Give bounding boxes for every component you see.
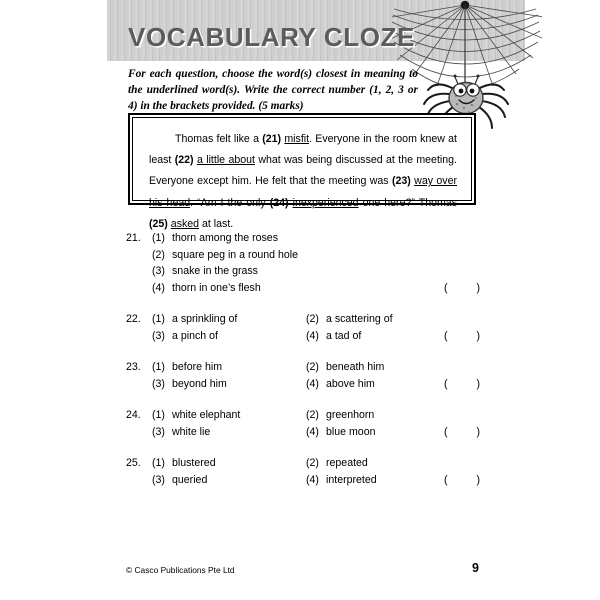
option-text[interactable]: white elephant — [172, 409, 241, 421]
option-marker[interactable]: (4) — [306, 377, 319, 390]
question-option-row — [126, 409, 486, 426]
passage-plain-text: . “Am I the only — [190, 196, 270, 209]
option-text[interactable]: beyond him — [172, 377, 227, 390]
answer-bracket: ( ) — [444, 329, 493, 342]
question-option-row — [126, 425, 493, 443]
question-number: 23. — [126, 361, 141, 373]
passage-underlined-phrase: a little about — [196, 154, 255, 167]
option-marker[interactable]: (4) — [306, 329, 319, 342]
passage-underlined-phrase: asked — [170, 217, 200, 230]
question-option-row — [126, 457, 486, 474]
footer-copyright: © Casco Publications Pte Ltd — [126, 565, 235, 575]
question-option-row — [126, 232, 486, 249]
option-marker[interactable]: (2) — [152, 248, 165, 261]
option-marker[interactable]: (2) — [306, 313, 319, 325]
passage-underlined-phrase: misfit — [284, 133, 310, 145]
option-marker[interactable]: (4) — [306, 425, 319, 438]
option-marker[interactable]: (1) — [152, 232, 165, 244]
passage-box-inner-border — [132, 117, 472, 230]
option-text[interactable]: above him — [326, 377, 375, 390]
question-block — [126, 409, 493, 442]
option-marker[interactable]: (4) — [306, 473, 319, 486]
question-option-row — [126, 361, 486, 378]
passage-underlined-phrase: way over his head — [149, 175, 457, 209]
passage-plain-text: what was being discussed at the meeting. Everyone except him. He felt that the meeting was — [149, 154, 457, 188]
question-block — [126, 232, 493, 298]
option-text[interactable]: thorn in one’s flesh — [172, 281, 261, 294]
question-option-row — [126, 377, 493, 395]
question-number: 21. — [126, 232, 141, 244]
passage-plain-text: one here?” Thomas — [358, 196, 457, 209]
answer-bracket: ( ) — [444, 425, 493, 438]
passage-blank-number: (24) — [269, 196, 289, 209]
option-text[interactable]: repeated — [326, 457, 368, 469]
option-marker[interactable]: (3) — [152, 425, 165, 438]
option-marker[interactable]: (3) — [152, 329, 165, 342]
option-marker[interactable]: (1) — [152, 361, 165, 373]
question-number: 25. — [126, 457, 141, 469]
question-number: 22. — [126, 313, 141, 325]
passage-plain-text: Thomas felt like a — [175, 133, 263, 145]
option-text[interactable]: queried — [172, 473, 208, 486]
question-option-row — [126, 313, 486, 330]
option-marker[interactable]: (3) — [152, 473, 165, 486]
question-option-row — [126, 249, 486, 266]
option-text[interactable]: thorn among the roses — [172, 232, 278, 244]
question-block — [126, 457, 493, 490]
option-text[interactable]: greenhorn — [326, 409, 375, 421]
passage-blank-number: (25) — [149, 217, 168, 230]
option-text[interactable]: a tad of — [326, 329, 362, 342]
question-option-row — [126, 281, 493, 299]
option-text[interactable]: before him — [172, 361, 223, 373]
option-marker[interactable]: (4) — [152, 281, 165, 294]
option-text[interactable]: a sprinkling of — [172, 313, 238, 325]
passage-blank-number: (22) — [174, 154, 194, 167]
option-marker[interactable]: (3) — [152, 377, 165, 390]
passage-plain-text: at last. — [199, 217, 234, 230]
questions-list — [126, 232, 493, 505]
passage-blank-number: (21) — [262, 133, 282, 145]
page-title: VOCABULARY CLOZE — [128, 22, 415, 52]
option-marker[interactable]: (2) — [306, 361, 319, 373]
passage-box — [128, 113, 476, 230]
question-number: 24. — [126, 409, 141, 421]
option-text[interactable]: beneath him — [326, 361, 385, 373]
question-block — [126, 361, 493, 394]
answer-bracket: ( ) — [444, 377, 493, 390]
option-marker[interactable]: (3) — [152, 265, 165, 277]
question-block — [126, 313, 493, 346]
option-marker[interactable]: (1) — [152, 409, 165, 421]
question-option-row — [126, 473, 493, 491]
option-text[interactable]: a pinch of — [172, 329, 218, 342]
option-text[interactable]: a scattering of — [326, 313, 393, 325]
option-marker[interactable]: (2) — [306, 457, 319, 469]
option-text[interactable]: blue moon — [326, 425, 376, 438]
option-text[interactable]: square peg in a round hole — [172, 248, 299, 261]
option-text[interactable]: interpreted — [326, 473, 377, 486]
answer-bracket: ( ) — [444, 473, 493, 486]
option-marker[interactable]: (2) — [306, 409, 319, 421]
answer-bracket: ( ) — [444, 281, 493, 294]
passage-plain-text: . Everyone in the room knew at least — [149, 133, 457, 167]
passage-underlined-phrase: inexperienced — [292, 196, 359, 209]
instructions-text: For each question, choose the word(s) closest in meaning to the underlined word(s). Write the correct number (1, 2, 3 or 4) in the brackets provided. (5 marks) — [128, 68, 418, 113]
option-marker[interactable]: (1) — [152, 457, 165, 469]
option-marker[interactable]: (1) — [152, 313, 165, 325]
footer-page-number: 9 — [472, 561, 479, 575]
option-text[interactable]: blustered — [172, 457, 216, 469]
passage-text — [149, 129, 457, 235]
question-option-row — [126, 265, 486, 282]
passage-blank-number: (23) — [391, 175, 411, 188]
option-text[interactable]: snake in the grass — [172, 265, 258, 277]
question-option-row — [126, 329, 493, 347]
option-text[interactable]: white lie — [172, 425, 211, 438]
